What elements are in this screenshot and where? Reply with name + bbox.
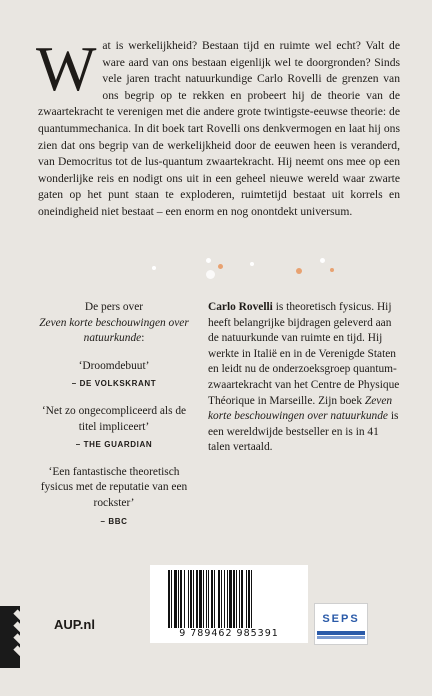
edge-marker — [0, 606, 20, 668]
decorative-dots — [150, 254, 350, 284]
decorative-dot — [296, 268, 302, 274]
barcode-bar — [211, 570, 213, 628]
barcode-bar — [190, 570, 192, 628]
barcode-bar — [184, 570, 185, 628]
barcode-bar — [193, 570, 194, 628]
barcode-bar — [239, 570, 240, 628]
barcode-bar — [203, 570, 204, 628]
decorative-dot — [152, 266, 156, 270]
press-book-title: Zeven korte beschouwingen over natuurkunde — [39, 316, 189, 345]
barcode-bar — [208, 570, 209, 628]
barcode-bar — [199, 570, 202, 628]
press-intro-suffix: : — [141, 332, 145, 345]
blurb-text: at is werkelijkheid? Bestaan tijd en ruimte wel echt? Valt de ware aard van ons bestaan eigenlijk wel te doorgronden? Sinds vele jaren tracht natuurkundige Carlo Rovelli de grenzen van ons begrip op te rekken en probeert hij de theorie van de zwaartekracht te verenigen met die andere grote twintigste-eeuwse theorie: de quantummechanica. In dit boek tart Rovelli ons denkvermogen en laat hij ons zien dat ons begrip van de werkelijkheid door de eeuwen heen is veranderd, van Democritus tot de lus-quantum zwaartekracht. Hij neemt ons mee op een wonderlijke reis en nodigt ons uit in een geheel nieuwe wereld waar zwarte gaten op het punt staan te exploderen, ruimtetijd bestaat uit korrels en oneindigheid niet bestaat – een enorm en nog onontdekt universum. — [38, 39, 400, 218]
decorative-dot — [218, 264, 223, 269]
seps-logo-text: SEPS — [322, 613, 360, 625]
barcode-bar — [224, 570, 225, 628]
decorative-dot — [206, 270, 215, 279]
isbn-barcode — [150, 565, 308, 643]
press-quotes — [38, 300, 190, 541]
drop-cap: W — [36, 33, 97, 104]
barcode-bar — [206, 570, 207, 628]
press-source: – DE VOLKSKRANT — [71, 379, 157, 389]
author-bio — [208, 300, 400, 456]
barcode-bar — [214, 570, 215, 628]
decorative-dot — [250, 262, 254, 266]
bio-book-title: Zeven korte beschouwingen over natuurkunde — [208, 394, 393, 423]
barcode-bar — [233, 570, 235, 628]
barcode-bar — [241, 570, 243, 628]
barcode-bars — [168, 570, 292, 628]
barcode-bar — [180, 570, 182, 628]
seps-logo — [314, 603, 368, 645]
barcode-bar — [168, 570, 170, 628]
back-cover-blurb — [36, 33, 400, 221]
bio-text-end: is een wereldwijde bestseller en is in 41 talen vertaald. — [208, 410, 399, 454]
barcode-bar — [221, 570, 222, 628]
decorative-dot — [206, 258, 211, 263]
decorative-dot — [330, 268, 334, 272]
barcode-bar — [246, 570, 247, 628]
barcode-bar — [227, 570, 228, 628]
press-source: – BBC — [100, 516, 128, 526]
seps-band — [317, 636, 365, 639]
barcode-bar — [171, 570, 172, 628]
barcode-bar — [248, 570, 250, 628]
barcode-bar — [236, 570, 237, 628]
press-intro-label: De pers over — [84, 301, 144, 313]
press-source: – THE GUARDIAN — [75, 440, 153, 450]
press-quote: ‘Een fantastische theoretisch fysicus met de reputatie van een rockster’ — [40, 465, 188, 509]
isbn-number: 9 789462 985391 — [179, 628, 279, 639]
press-quote: ‘Net zo ongecompliceerd als de titel impliceert’ — [41, 404, 187, 433]
barcode-bar — [251, 570, 252, 628]
bio-text: is theoretisch fysicus. Hij heeft belangrijke bijdragen geleverd aan de natuurkunde van ruimte en tijd. Hij werkte in Italië en in de Verenigde Staten en leidt nu de onderzoeksgroep quantumzwaartekracht van het Centre de Physique Théorique in Marseille. Zijn boek — [208, 301, 400, 407]
press-intro — [38, 300, 190, 347]
decorative-dot — [320, 258, 325, 263]
author-name: Carlo Rovelli — [208, 301, 273, 313]
barcode-bar — [188, 570, 189, 628]
seps-band — [317, 631, 365, 635]
barcode-bar — [229, 570, 232, 628]
barcode-bar — [218, 570, 220, 628]
barcode-bar — [174, 570, 177, 628]
barcode-bar — [196, 570, 198, 628]
press-quote: ‘Droomdebuut’ — [78, 359, 150, 372]
barcode-bar — [178, 570, 179, 628]
publisher-url: AUP.nl — [54, 617, 95, 632]
